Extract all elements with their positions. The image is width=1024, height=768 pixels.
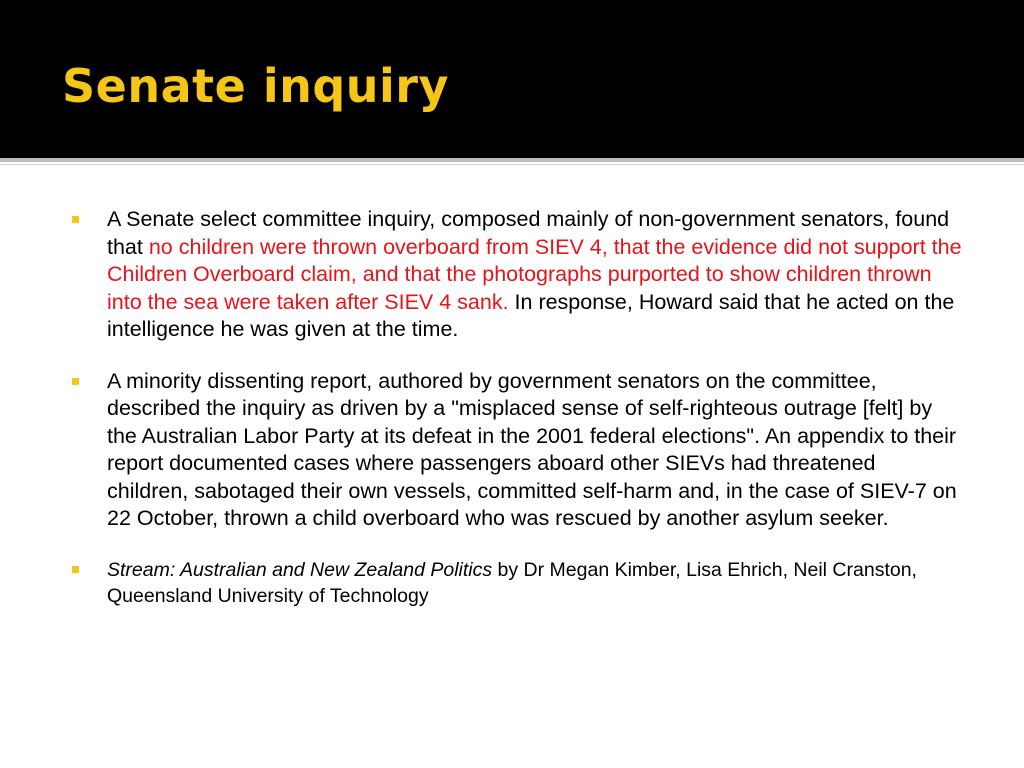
square-bullet-icon — [72, 216, 79, 223]
bullet-senate-inquiry-finding — [72, 206, 962, 344]
bullet-minority-report — [72, 368, 962, 533]
source-authors: by Dr Megan Kimber, Lisa Ehrich, Neil Cranston, Queensland University of Technology — [107, 558, 917, 607]
bullet-text: A Senate select committee inquiry, composed mainly of non-government senators, found that — [107, 207, 950, 259]
title-bar — [0, 0, 1024, 158]
square-bullet-icon — [72, 378, 79, 385]
source-title: Stream: Australian and New Zealand Politics — [107, 558, 493, 581]
square-bullet-icon — [72, 566, 79, 573]
title-divider-shadow — [0, 164, 1024, 165]
bullet-text: A minority dissenting report, authored by government senators on the committee, described the inquiry as driven by a "misplaced sense of self-righteous outrage [felt] by the Australian Labor Party at its defeat in the 2001 federal elections". An appendix to their report documented cases where passengers aboard other SIEVs had threatened children, sabotaged their own vessels, committed self-harm and, in the case of SIEV-7 on 22 October, thrown a child overboard who was rescued by another asylum seeker. — [107, 368, 957, 530]
bullet-source-citation — [72, 557, 962, 609]
slide-title: Senate inquiry — [62, 59, 449, 113]
bullet-text-continued: In response, Howard said that he acted on the intelligence he was given at the time. — [107, 289, 955, 341]
bullet-list — [72, 206, 962, 633]
highlighted-finding-text: no children were thrown overboard from SIEV 4, that the evidence did not support the Children Overboard claim, and that the photographs purported to show children thrown into the sea were taken after SIEV 4 sank. — [107, 234, 962, 314]
